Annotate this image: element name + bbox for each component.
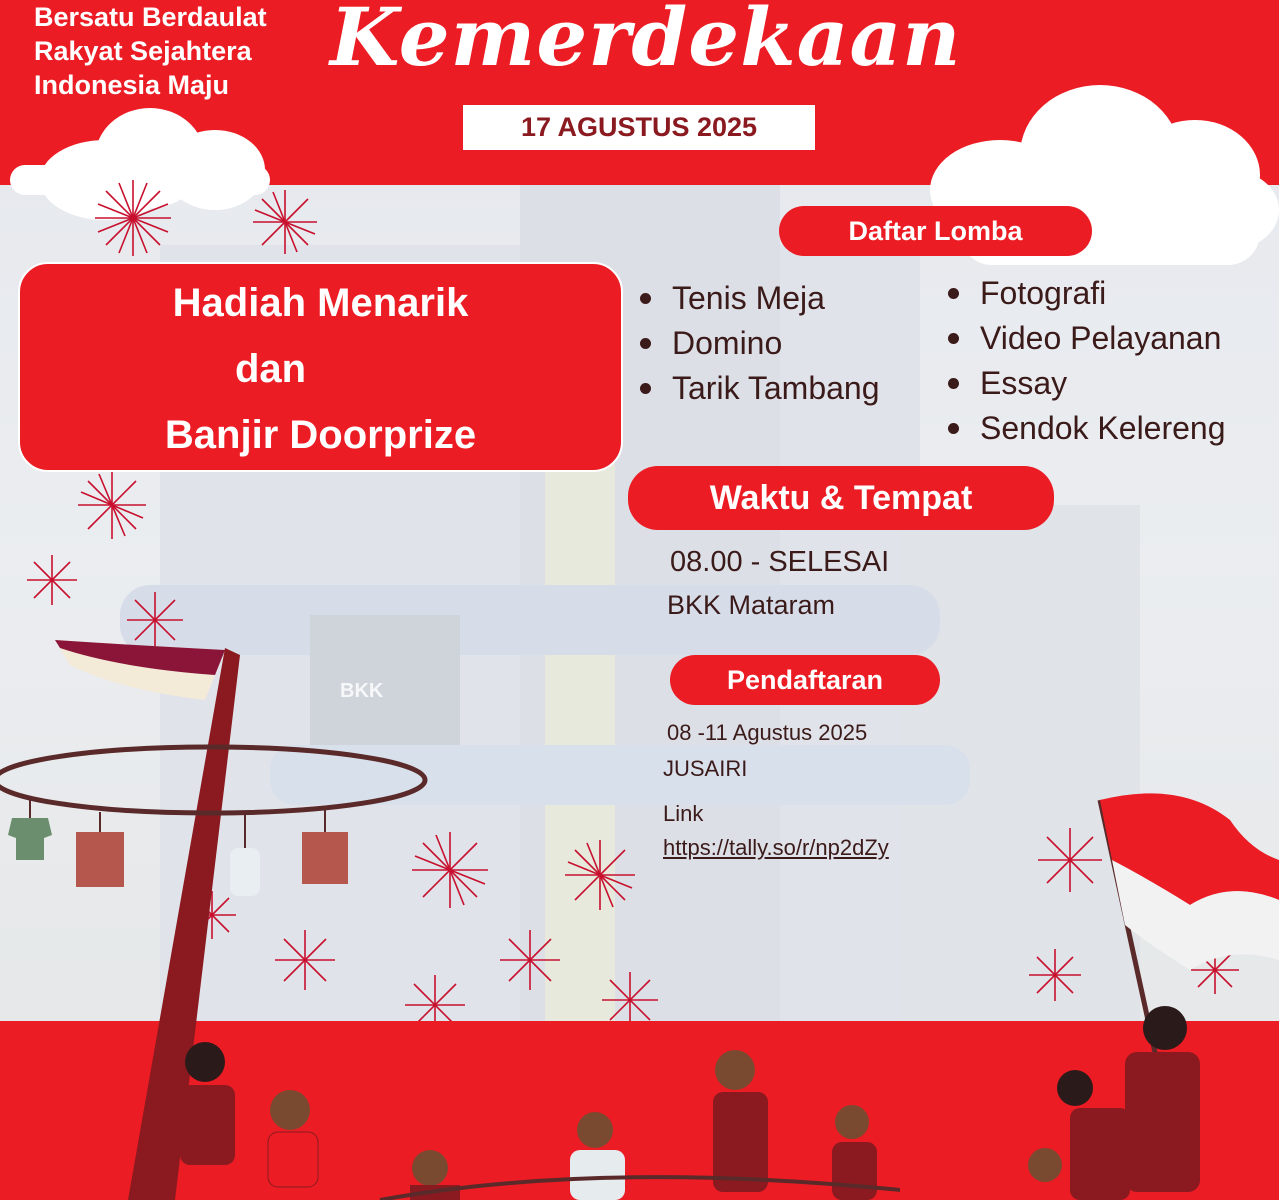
shirt-icon: [8, 818, 52, 860]
event-time: 08.00 - SELESAI: [670, 546, 890, 578]
competition-list-heading: Daftar Lomba: [779, 206, 1092, 256]
registration-heading: Pendaftaran: [670, 655, 940, 705]
people-illustration: [180, 1006, 1200, 1200]
registration-link[interactable]: https://tally.so/r/np2dZy: [663, 835, 889, 860]
bottle-icon: [230, 848, 260, 896]
page-title: Kemerdekaan: [330, 0, 962, 84]
event-date: 17 AGUSTUS 2025: [463, 105, 815, 150]
box-icon: [76, 832, 124, 887]
registration-contact: JUSAIRI: [663, 756, 748, 781]
slogan-line: Bersatu Berdaulat: [34, 2, 267, 32]
registration-link-label: Link: [663, 801, 704, 826]
list-item: Domino: [640, 321, 880, 366]
slogan-line: Rakyat Sejahtera: [34, 36, 252, 66]
list-item: Tenis Meja: [640, 276, 880, 321]
slogan-line: Indonesia Maju: [34, 70, 230, 100]
prize-line: Hadiah Menarik: [172, 281, 469, 325]
event-place: BKK Mataram: [667, 590, 836, 620]
time-place-heading: Waktu & Tempat: [628, 466, 1054, 530]
list-item: Essay: [948, 361, 1226, 406]
list-item: Sendok Kelereng: [948, 406, 1226, 451]
box-icon: [302, 832, 348, 884]
list-item: Fotografi: [948, 271, 1226, 316]
registration-dates: 08 -11 Agustus 2025: [667, 720, 868, 745]
list-item: Tarik Tambang: [640, 366, 880, 411]
prize-line: Banjir Doorprize: [164, 413, 477, 457]
list-item: Video Pelayanan: [948, 316, 1226, 361]
prize-line: dan: [234, 347, 307, 391]
